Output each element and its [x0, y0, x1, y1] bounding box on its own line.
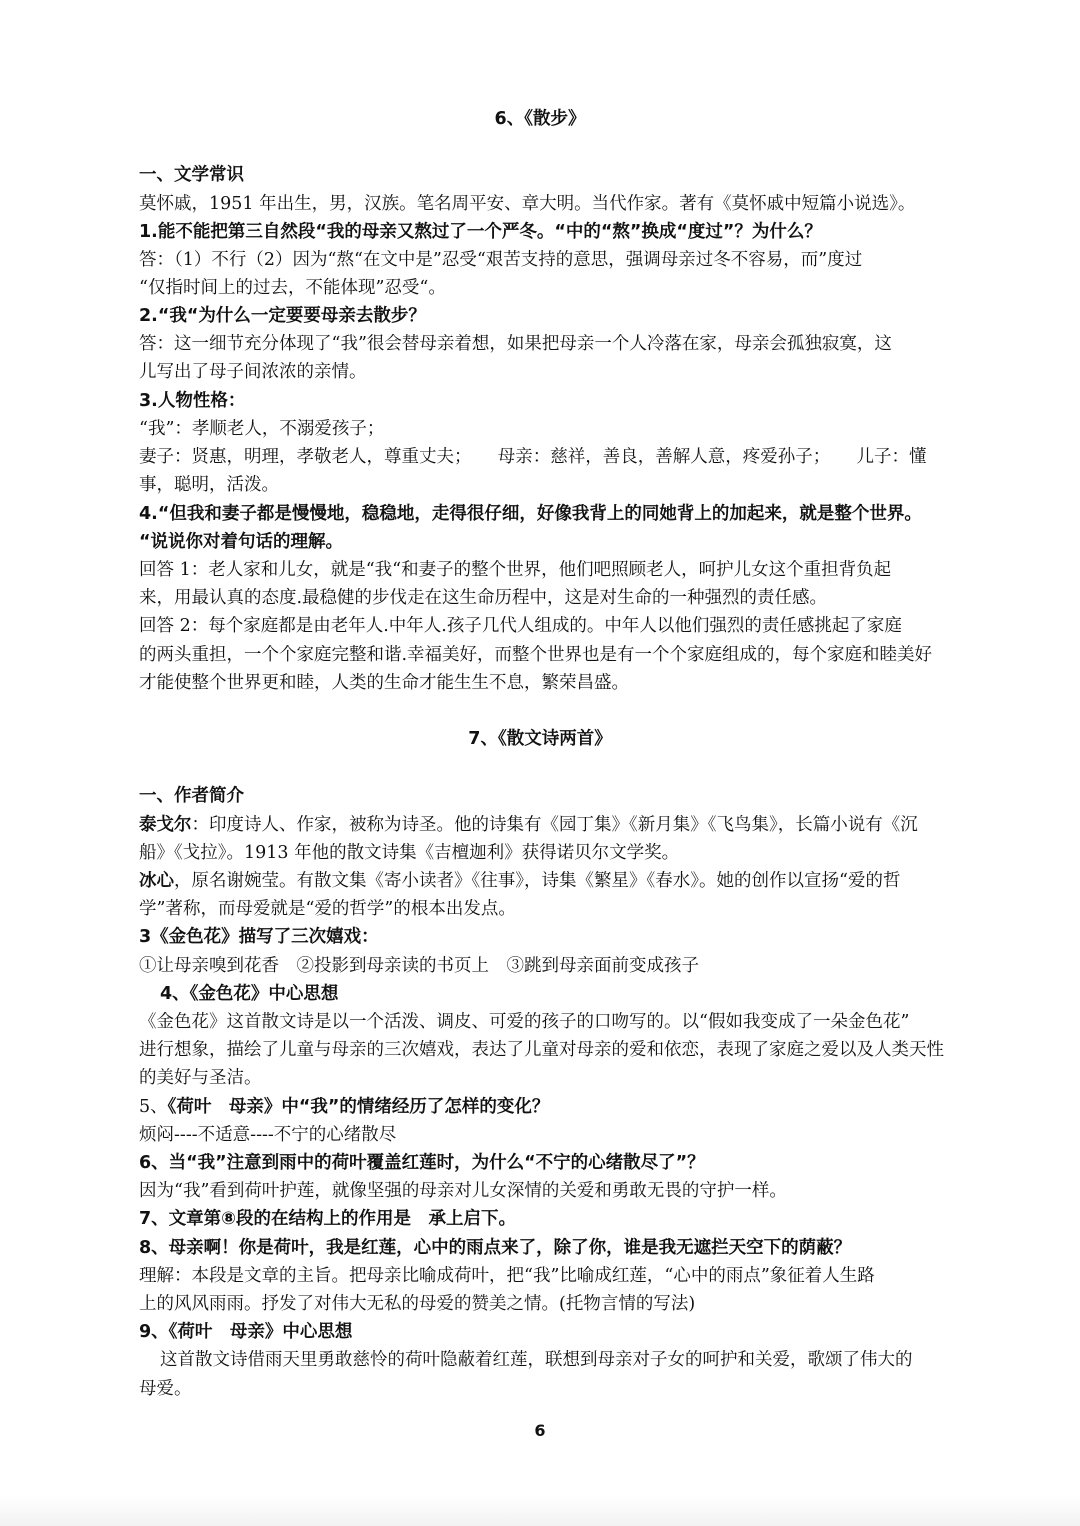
answer-9-line-1: 这首散文诗借雨天里勇敢慈怜的荷叶隐蔽着红莲，联想到母亲对子女的呵护和关爱，歌颂了伟大的: [160, 1350, 913, 1370]
question-1: 1.能不能把第三自然段“我的母亲又熬过了一个严冬。“中的“熬”换成“度过”？为什么？: [139, 222, 822, 242]
question-4-golden-flower-theme: 4、《金色花》中心思想: [160, 984, 339, 1004]
question-3: 3.人物性格：: [139, 391, 246, 411]
answer-1-line-1: 答：（1）不行（2）因为“熬“在文中是”忍受“艰苦支持的意思，强调母亲过冬不容易，而”度过: [139, 250, 863, 270]
section-7-heading-authors: 一、作者简介: [139, 786, 244, 806]
answer-4b-line-1: 回答 2：每个家庭都是由老年人.中年人.孩子几代人组成的。中年人以他们强烈的责任感挑起了家庭: [139, 616, 902, 636]
answer-2-line-1: 答：这一细节充分体现了“我”很会替母亲着想，如果把母亲一个人冷落在家，母亲会孤独寂寞，这: [139, 334, 892, 354]
answer-4a-line-1: 回答 1：老人家和儿女，就是“我“和妻子的整个世界，他们吧照顾老人，呵护儿女这个重担背负起: [139, 560, 892, 580]
question-2: 2.“我“为什么一定要要母亲去散步？: [139, 306, 426, 326]
bingxin-line-1: [139, 866, 981, 896]
answer-9-line-2: 母爱。: [139, 1379, 192, 1399]
question-7: 7、文章第⑧段的在结构上的作用是 承上启下。: [139, 1209, 516, 1229]
question-5-text: 《荷叶 母亲》中“我”的情绪经历了怎样的变化？: [167, 1097, 550, 1117]
answer-5: 烦闷----不适意----不宁的心绪散尽: [139, 1125, 397, 1145]
tagore-text-1: ：印度诗人、作家，被称为诗圣。他的诗集有《园丁集》《新月集》《飞鸟集》，长篇小说有《沉: [191, 815, 918, 835]
answer-3-line-1: “我”：孝顺老人，不溺爱孩子；: [139, 419, 385, 439]
question-4-line-1: 4.“但我和妻子都是慢慢地，稳稳地，走得很仔细，好像我背上的同她背上的加起来，就是整个世界。: [139, 504, 922, 524]
bingxin-name: 冰心: [139, 871, 174, 891]
answer-3-line-2: 妻子：贤惠，明理，孝敬老人，尊重丈夫； 母亲：慈祥，善良，善解人意，疼爱孙子； 儿子：懂: [139, 447, 927, 467]
answer-4b-line-3: 才能使整个世界更和睦，人类的生命才能生生不息，繁荣昌盛。: [139, 673, 629, 693]
question-5: [139, 1092, 981, 1122]
scan-edge-shadow: [0, 1496, 1080, 1526]
answer-4a-line-2: 来，用最认真的态度.最稳健的步伐走在这生命历程中，这是对生命的一种强烈的责任感。: [139, 588, 828, 608]
question-8: 8、母亲啊！你是荷叶，我是红莲，心中的雨点来了，除了你，谁是我无遮拦天空下的荫蔽？: [139, 1238, 852, 1258]
answer-8-line-2: 上的风风雨雨。抒发了对伟大无私的母爱的赞美之情。(托物言情的写法): [139, 1294, 696, 1314]
answer-1-line-2: “仅指时间上的过去，不能体现”忍受“。: [139, 278, 446, 298]
bingxin-text-1: ，原名谢婉莹。有散文集《寄小读者》《往事》，诗集《繁星》《春水》。她的创作以宣扬“爱的哲: [174, 871, 901, 891]
section-6-title: 6、《散步》: [494, 109, 586, 129]
bingxin-line-2: 学”著称，而母爱就是“爱的哲学”的根本出发点。: [139, 899, 516, 919]
answer-3-three-plays: ①让母亲嗅到花香 ②投影到母亲读的书页上 ③跳到母亲面前变成孩子: [139, 956, 699, 976]
answer-6: 因为“我”看到荷叶护莲，就像坚强的母亲对儿女深情的关爱和勇敢无畏的守护一样。: [139, 1181, 787, 1201]
answer-4b-line-2: 的两头重担，一个个家庭完整和谐.幸福美好，而整个世界也是有一个个家庭组成的，每个家庭和睦美好: [139, 645, 933, 665]
answer-4-line-2: 进行想象，描绘了儿童与母亲的三次嬉戏，表达了儿童对母亲的爱和依恋，表现了家庭之爱以及人类天性: [139, 1040, 944, 1060]
question-4-line-2: “说说你对着句话的理解。: [139, 532, 344, 552]
answer-2-line-2: 儿写出了母子间浓浓的亲情。: [139, 362, 367, 382]
tagore-line-1: [139, 810, 981, 840]
answer-8-line-1: 理解：本段是文章的主旨。把母亲比喻成荷叶，把“我”比喻成红莲，“心中的雨点”象征着人生路: [139, 1266, 875, 1286]
page-number: 6: [534, 1421, 546, 1440]
author-intro: 莫怀戚，1951 年出生，男，汉族。笔名周平安、章大明。当代作家。著有《莫怀戚中短篇小说选》。: [139, 194, 916, 214]
question-3-golden-flower: 3《金色花》描写了三次嬉戏：: [139, 927, 379, 947]
question-6: 6、当“我”注意到雨中的荷叶覆盖红莲时，为什么“不宁的心绪散尽了”？: [139, 1153, 705, 1173]
answer-4-line-1: 《金色花》这首散文诗是以一个活泼、调皮、可爱的孩子的口吻写的。以“假如我变成了一朵金色花”: [139, 1012, 910, 1032]
section-7-title: 7、《散文诗两首》: [468, 729, 612, 749]
answer-3-line-3: 事，聪明，活泼。: [139, 475, 279, 495]
tagore-line-2: 船》《戈拉》。1913 年他的散文诗集《吉檀迦利》获得诺贝尔文学奖。: [139, 843, 680, 863]
question-9: 9、《荷叶 母亲》中心思想: [139, 1322, 353, 1342]
answer-4-line-3: 的美好与圣洁。: [139, 1068, 262, 1088]
section-6-heading-literature: 一、文学常识: [139, 165, 244, 185]
question-5-prefix: 5、: [139, 1097, 168, 1117]
tagore-name: 泰戈尔: [139, 815, 192, 835]
